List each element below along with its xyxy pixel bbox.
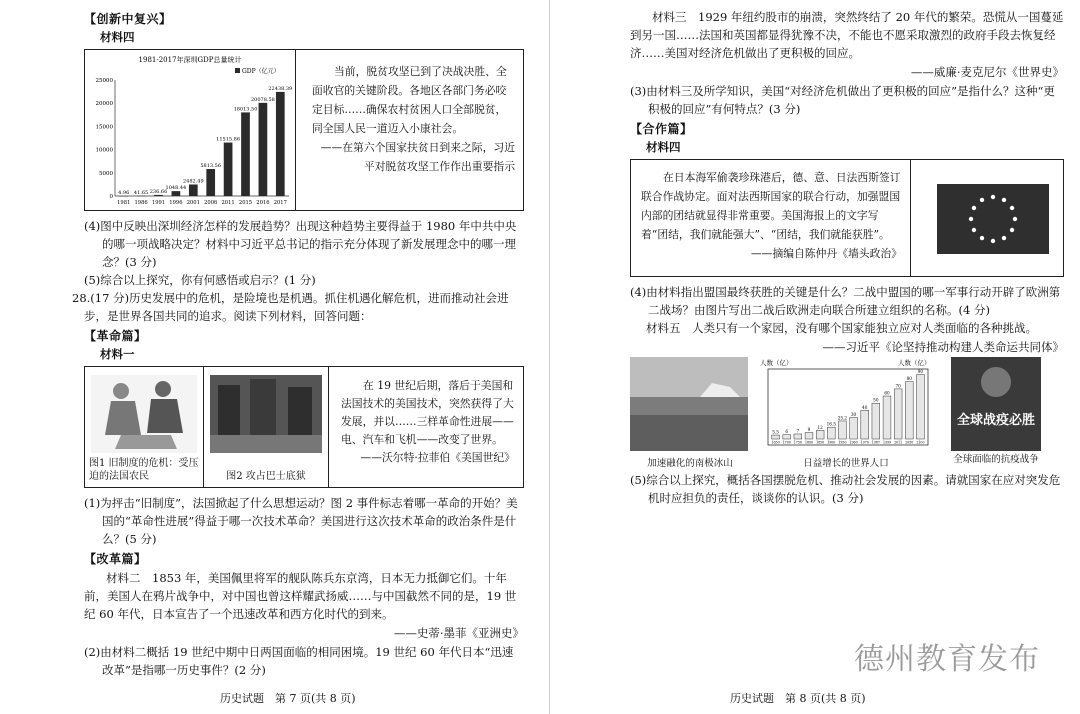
section-innovation-heading: 【创新中复兴】	[84, 12, 172, 26]
watermark-logo: 德州教育发布	[854, 642, 1040, 677]
iceberg-image	[630, 357, 748, 451]
eu-star-icon	[1002, 198, 1006, 202]
gdp-x-tick-label: 1991	[151, 200, 166, 206]
material-4-right-label: 材料四	[646, 140, 681, 154]
gdp-material-box	[84, 49, 524, 211]
gdp-bar	[259, 103, 268, 196]
question-2: (2)由材料二概括 19 世纪中期中日两国面临的相同困境。19 世纪 60 年代日本“迅速改革”是指哪一历史事件？(2 分)	[84, 645, 514, 677]
pop-bar	[905, 382, 913, 439]
gdp-x-tick-label: 1981	[117, 200, 131, 206]
pop-bar-value-label: 6	[785, 429, 789, 435]
pop-x-tick-label: 1900	[827, 440, 836, 445]
gdp-bar-value-label: 22438.39	[268, 85, 293, 92]
pop-bar	[816, 430, 824, 439]
material-1-text: 在 19 世纪后期，落后于美国和法国技术的美国技术，突然获得了大发展，并以……三样革命性进展——电、汽车和飞机——改变了世界。	[341, 379, 514, 446]
footer-page-8: 历史试题 第 8 页(共 8 页)	[730, 692, 866, 705]
eu-star-icon	[1013, 217, 1017, 221]
gdp-chart-svg	[85, 50, 295, 210]
question-1: (1)为抨击“旧制度”，法国掀起了什么思想运动？图 2 事件标志着哪一革命的开始？美国的“革命性进展”得益于哪一次技术革命？美国进行这次技术革命的政治条件是什么？(5 分)	[84, 496, 518, 546]
section-revolution-heading: 【革命篇】	[84, 329, 147, 343]
eu-star-icon	[972, 228, 976, 232]
eu-star-icon	[980, 236, 984, 240]
pop-axis-right-label: 人数（亿）	[898, 359, 931, 367]
gdp-x-tick-label: 2006	[204, 200, 218, 206]
gdp-bar-value-label: 5813.56	[200, 163, 222, 170]
eu-star-icon	[1010, 228, 1014, 232]
page-divider	[549, 0, 550, 714]
pop-bar-value-label: 12	[817, 424, 823, 430]
gdp-x-tick-label: 2016	[256, 200, 270, 206]
figure-2	[204, 367, 329, 487]
question-5-right: (5)综合以上探究，概括各国摆脱危机、推动社会发展的因素。请就国家在应对突发危机时应担负的责任，谈谈你的认识。(3 分)	[630, 473, 1061, 505]
gdp-quote	[296, 50, 523, 210]
book-title: 全球战疫必胜	[956, 413, 1035, 428]
pop-bar-value-label: 30	[850, 412, 857, 418]
eu-star-icon	[972, 206, 976, 210]
figure-2-caption: 图2 攻占巴士底狱	[226, 471, 306, 482]
material-2-source: ——史蒂·墨菲《亚洲史》	[393, 626, 524, 640]
pop-x-tick-label: 1960	[849, 440, 858, 445]
pop-x-tick-label: 2050	[905, 440, 914, 445]
pop-x-tick-label: 1970	[860, 440, 869, 445]
gdp-chart-title: 1981-2017年深圳GDP总量统计	[138, 56, 242, 64]
pop-x-tick-label: 1987	[871, 440, 880, 445]
gdp-bar-value-label: 236.66	[149, 188, 168, 195]
gdp-x-tick-label: 1986	[134, 200, 148, 206]
question-3: (3)由材料三及所学知识，美国“对经济危机做出了更积极的回应”是指什么？这种“更积极的回应”有何特点？(3 分)	[630, 84, 1055, 116]
gdp-bar-value-label: 41.65	[133, 189, 149, 196]
gdp-bar	[206, 169, 215, 196]
pop-x-tick-label: 2011	[894, 440, 903, 445]
material-1-label: 材料一	[100, 347, 135, 361]
material-4-source: ——摘编自陈仲丹《墙头政治》	[750, 247, 902, 260]
pop-bar	[872, 403, 880, 439]
eu-flag-image	[937, 184, 1049, 254]
pop-x-tick-label: 1999	[882, 440, 892, 445]
material-5-text: 材料五 人类只有一个家园，没有哪个国家能独立应对人类面临的各种挑战。	[646, 321, 1037, 335]
footer-page-7: 历史试题 第 7 页(共 8 页)	[220, 692, 356, 705]
pop-bar	[839, 421, 847, 439]
material-1-box	[84, 366, 524, 488]
pop-bar-value-label: 7	[796, 428, 800, 434]
bastille-image	[210, 375, 322, 453]
iceberg-caption: 加速融化的南极冰山	[647, 458, 733, 469]
pop-bar	[894, 389, 902, 439]
material-2-text: 材料二 1853 年，美国佩里将军的舰队陈兵东京湾，日本无力抵御它们。十年前，美国人在鸦片战争中，对中国也曾这样耀武扬威……与中国截然不同的是，19 世纪 60 年代，日本宣告了一个迅速改革和西方化时代的到来。	[84, 571, 517, 621]
gdp-y-tick-label: 25000	[95, 78, 113, 84]
gdp-bar	[276, 92, 285, 196]
gdp-x-tick-label: 2011	[221, 200, 235, 206]
gdp-bar-value-label: 1048.44	[165, 185, 187, 192]
material-3-source: ——威廉·麦克尼尔《世界史》	[910, 65, 1064, 79]
pop-bar	[772, 435, 780, 439]
pop-bar	[794, 434, 802, 439]
population-chart	[758, 357, 934, 451]
pop-bar	[861, 410, 869, 439]
gdp-bar-value-label: 18013.50	[233, 106, 258, 113]
book-cover-image	[951, 357, 1041, 451]
eu-star-icon	[969, 217, 973, 221]
pop-bar-value-label: 5.5	[772, 429, 779, 435]
pop-bar-value-label: 50	[873, 397, 879, 403]
material-4-text: 在日本海军偷袭珍珠港后，德、意、日法西斯签订联合作战协定。面对法西斯国家的联合行动，加强盟国内部的团结就显得非常重要。美国海报上的文字写着“团结，我们就能强大”、“团结，我们就能获胜”。	[641, 171, 901, 241]
gdp-bar-value-label: 11515.86	[216, 136, 241, 143]
gdp-legend-swatch	[235, 68, 240, 73]
pop-bar-value-label: 9	[807, 427, 811, 433]
peasant-cartoon-image	[91, 375, 197, 453]
section-cooperation-heading: 【合作篇】	[630, 122, 693, 136]
virus-icon	[981, 367, 1011, 397]
figure-1	[85, 367, 204, 487]
iceberg-figure	[630, 357, 750, 469]
pop-bar-value-label: 60	[884, 390, 890, 396]
eu-star-icon	[1010, 206, 1014, 210]
pop-bar	[827, 427, 835, 439]
pandemic-caption: 全球面临的抗疫战争	[953, 454, 1039, 465]
gdp-bar	[154, 195, 163, 196]
material-4-box	[630, 159, 1064, 277]
pop-x-tick-label: 1850	[816, 440, 825, 445]
pandemic-figure	[946, 357, 1046, 465]
gdp-bar	[172, 191, 181, 196]
pop-bar-value-label: 40	[862, 404, 868, 410]
pop-bar	[783, 435, 791, 439]
population-caption: 日益增长的世界人口	[803, 458, 889, 469]
gdp-quote-text: 当前，脱贫攻坚已到了决战决胜、全面收官的关键阶段。各地区各部门务必咬定目标……确保农村贫困人口全部脱贫，同全国人民一道迈入小康社会。	[312, 65, 507, 135]
gdp-bar-value-label: 2482.49	[182, 178, 204, 185]
page-8	[560, 0, 1080, 714]
pop-bar	[917, 375, 925, 439]
pop-bar-value-label: 16.5	[826, 421, 836, 427]
gdp-x-tick-label: 2001	[186, 200, 200, 206]
gdp-bar	[189, 184, 198, 196]
gdp-bar	[241, 112, 250, 196]
pop-x-tick-label: 2100	[916, 440, 925, 445]
gdp-y-tick-label: 5000	[99, 170, 113, 177]
gdp-x-tick-label: 2017	[273, 200, 287, 206]
pop-bar	[850, 418, 858, 439]
pop-x-tick-label: 1700	[782, 440, 791, 445]
pop-bar	[883, 396, 891, 439]
pop-axis-left-label: 人数（亿）	[760, 359, 793, 367]
material-1-source: ——沃尔特·拉菲伯《美国世纪》	[360, 451, 515, 464]
pop-bar	[805, 433, 813, 439]
pop-bar-value-label: 90	[917, 369, 924, 375]
eu-star-icon	[991, 239, 995, 243]
gdp-y-tick-label: 15000	[95, 124, 113, 131]
question-5-left: (5)综合以上探究，你有何感悟或启示？(1 分)	[84, 273, 316, 287]
material-3-text: 材料三 1929 年纽约股市的崩溃，突然终结了 20 年代的繁荣。恐慌从一国蔓延到另一国……法国和英国都显得犹豫不决，不能也不愿采取激烈的政府手段去恢复经济……美国对经济危机做出了更积极的回应。	[630, 10, 1064, 60]
material-5-images	[630, 357, 1064, 469]
eu-star-icon	[980, 198, 984, 202]
eu-star-icon	[991, 195, 995, 199]
question-4-left: (4)图中反映出深圳经济怎样的发展趋势？出现这种趋势主要得益于 1980 年中共中央的哪一项战略决定？材料中习近平总书记的指示充分体现了新发展理念中的哪一理念？(3 分)	[84, 219, 517, 269]
material-5-source: ——习近平《论坚持推动构建人类命运共同体》	[822, 340, 1064, 354]
figure-1-caption: 图1 旧制度的危机：受压迫的法国农民	[89, 458, 199, 482]
pop-bar-value-label: 70	[895, 383, 901, 389]
pop-bar-value-label: 25.2	[837, 415, 848, 421]
eu-flag-cell	[911, 160, 1063, 276]
gdp-legend-label: GDP（亿元）	[242, 68, 280, 75]
gdp-x-tick-label: 2015	[238, 200, 253, 206]
gdp-chart	[85, 50, 296, 210]
gdp-y-tick-label: 10000	[95, 147, 113, 154]
gdp-bar-value-label: 4.96	[118, 189, 130, 196]
material-1-text-cell	[329, 367, 523, 487]
eu-star-icon	[1002, 236, 1006, 240]
pop-bar-value-label: 80	[906, 376, 912, 382]
pop-x-tick-label: 1800	[804, 440, 814, 445]
gdp-bar-value-label: 20078.58	[250, 96, 275, 103]
material-4-text-cell	[631, 160, 911, 276]
question-4-right: (4)由材料指出盟国最终获胜的关键是什么？二战中盟国的哪一军事行动开辟了欧洲第二战场？由图片写出二战后欧洲走向联合所建立组织的名称。(4 分)	[630, 285, 1061, 317]
pop-x-tick-label: 1750	[793, 440, 802, 445]
section-reform-heading: 【改革篇】	[84, 552, 147, 566]
gdp-quote-source: ——在第六个国家扶贫日到来之际，习近平对脱贫攻坚工作作出重要指示	[320, 141, 515, 173]
gdp-bar	[224, 143, 233, 196]
gdp-x-tick-label: 1996	[169, 200, 183, 206]
pop-x-tick-label: 1950	[838, 440, 847, 445]
gdp-y-tick-label: 0	[109, 194, 113, 200]
gdp-y-tick-label: 20000	[95, 101, 113, 108]
population-figure	[758, 357, 934, 469]
question-28: 28.(17 分)历史发展中的危机，是险境也是机遇。抓住机遇化解危机，进而推动社会进步，是世界各国共同的追求。阅读下列材料，回答问题：	[72, 291, 509, 323]
material-4-label: 材料四	[100, 30, 135, 44]
pop-x-tick-label: 1650	[771, 440, 780, 445]
